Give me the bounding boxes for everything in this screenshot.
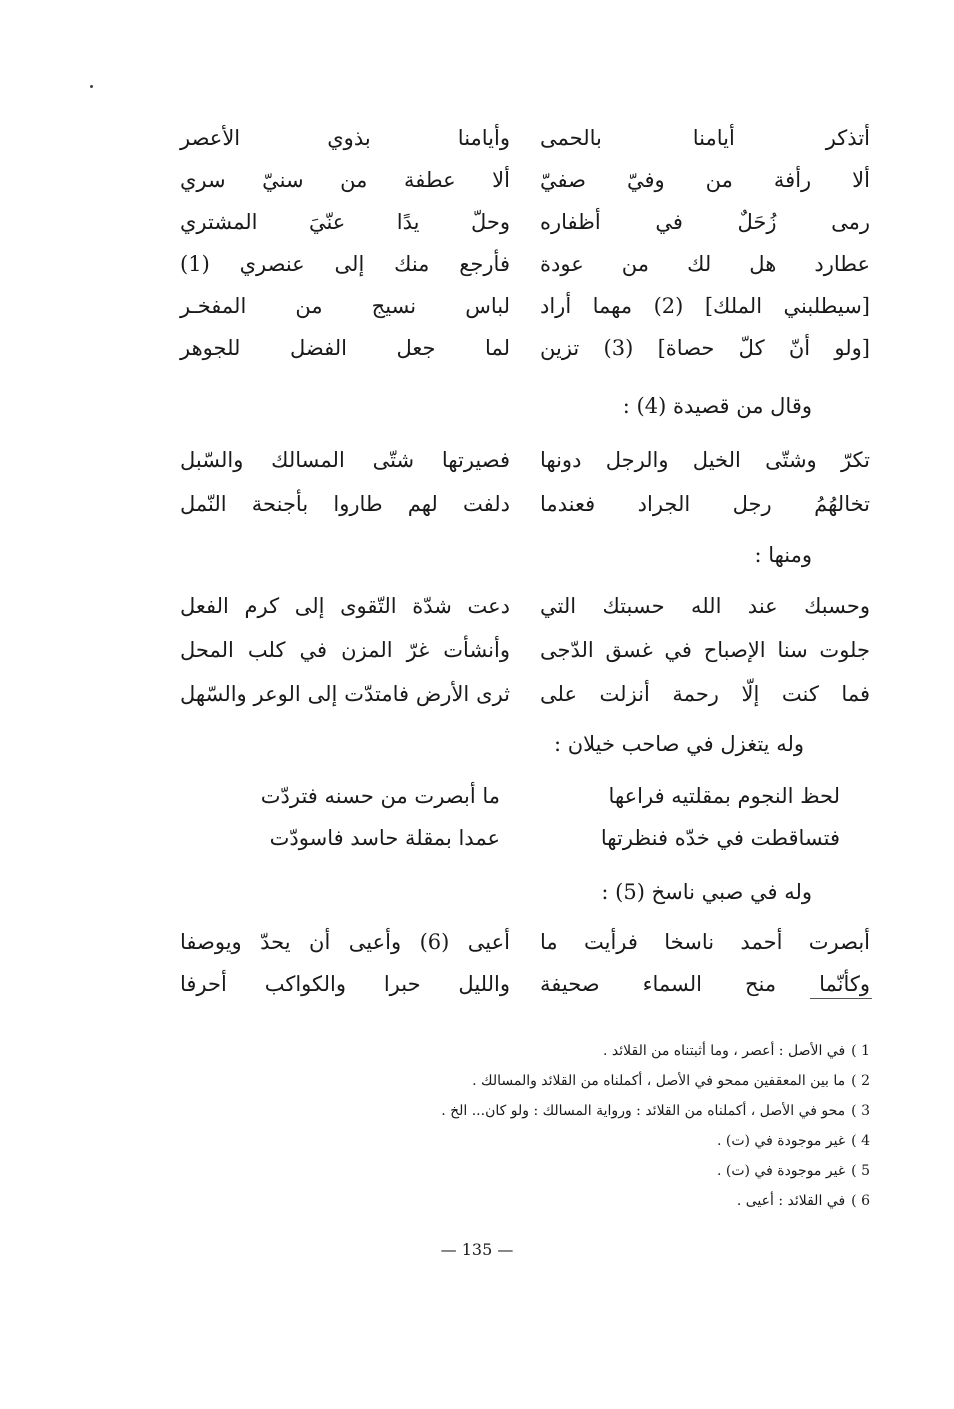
footnote-number: 3 ) xyxy=(851,1103,870,1119)
verse-line xyxy=(180,586,870,626)
footnote-number: 2 ) xyxy=(851,1073,870,1089)
second-hemistich: وحلّ يدًا عنّيَ المشتري xyxy=(180,210,510,234)
intro-line: ومنها : xyxy=(754,543,812,567)
first-hemistich: عطارد هل لك من عودة xyxy=(540,252,870,276)
first-hemistich: تخالهُمُ رجل الجراد فعندما xyxy=(540,492,870,516)
second-hemistich: لما جعل الفضل للجوهر xyxy=(180,336,510,360)
footnote-number: 5 ) xyxy=(851,1163,870,1179)
footnote-number: 6 ) xyxy=(851,1193,870,1209)
second-hemistich: ألا عطفة من سنيّ سري xyxy=(180,168,510,192)
verse-line xyxy=(180,440,870,480)
intro-line: وقال من قصيدة (4) : xyxy=(622,394,812,418)
verse-line xyxy=(180,776,870,816)
second-hemistich: أعيى (6) وأعيى أن يحدّ ويوصفا xyxy=(180,930,511,954)
second-hemistich: ما أبصرت من حسنه فتردّت xyxy=(260,784,500,808)
verse-line xyxy=(180,286,870,326)
verse-line xyxy=(180,160,870,200)
first-hemistich: تكرّ وشتّى الخيل والرجل دونها xyxy=(540,448,870,472)
verse-line xyxy=(180,244,870,284)
first-hemistich: وحسبك عند الله حسبتك التي xyxy=(540,594,870,618)
footnote-text: ما بين المعقفين ممحو في الأصل ، أكملناه من القلائد والمسالك . xyxy=(472,1073,846,1089)
footnote-text: محو في الأصل ، أكملناه من القلائد : ورواية المسالك : ولو كان... الخ . xyxy=(441,1103,846,1119)
footnote-number: 4 ) xyxy=(851,1133,870,1149)
first-hemistich: لحظ النجوم بمقلتيه فراعها xyxy=(608,784,840,808)
page-number: — 135 — xyxy=(440,1240,514,1259)
second-hemistich: وأيامنا بذوي الأعصر xyxy=(180,126,510,150)
second-hemistich: والليل حبرا والكواكب أحرفا xyxy=(180,972,510,996)
footnote-divider xyxy=(810,998,872,999)
first-hemistich: رمى زُحَلٌ في أظفاره xyxy=(540,210,870,234)
second-hemistich: وأنشأت غرّ المزن في كلب المحل xyxy=(180,638,510,662)
first-hemistich: فتساقطت في خدّه فنظرتها xyxy=(600,826,840,850)
first-hemistich: فما كنت إلّا رحمة أنزلت على xyxy=(540,682,870,706)
verse-line xyxy=(180,964,870,1004)
footnote-text: غير موجودة في (ت) . xyxy=(716,1133,846,1149)
intro-line: وله في صبي ناسخ (5) : xyxy=(601,880,812,904)
verse-line xyxy=(180,674,870,714)
second-hemistich: عمدا بمقلة حاسد فاسودّت xyxy=(269,826,500,850)
first-hemistich: وكأنّما منح السماء صحيفة xyxy=(540,972,870,996)
first-hemistich: جلوت سنا الإصباح في غسق الدّجى xyxy=(540,638,870,662)
verse-line xyxy=(180,818,870,858)
second-hemistich: فأرجع منك إلى عنصري (1) xyxy=(180,252,510,276)
first-hemistich: [ولو أنّ كلّ حصاة] (3) تزين xyxy=(540,336,870,360)
verse-line xyxy=(180,630,870,670)
second-hemistich: لباس نسيج من المفخـر xyxy=(180,294,510,318)
first-hemistich: أتذكر أيامنا بالحمى xyxy=(540,126,870,150)
second-hemistich: دلفت لهم طاروا بأجنحة النّمل xyxy=(180,492,510,516)
footnote xyxy=(441,1096,870,1126)
second-hemistich: دعت شدّة التّقوى إلى كرم الفعل xyxy=(180,594,510,618)
intro-line: وله يتغزل في صاحب خيلان : xyxy=(553,732,804,756)
footnote xyxy=(603,1036,870,1066)
verse-line xyxy=(180,922,870,962)
second-hemistich: ثرى الأرض فامتدّت إلى الوعر والسّهل xyxy=(180,682,510,706)
footnote-text: غير موجودة في (ت) . xyxy=(716,1163,846,1179)
footnote xyxy=(737,1186,870,1216)
footnote-number: 1 ) xyxy=(851,1043,870,1059)
second-hemistich: فصيرتها شتّى المسالك والسّبل xyxy=(180,448,510,472)
first-hemistich: [سيطلبني الملك] (2) مهما أراد xyxy=(540,294,870,318)
footnote xyxy=(472,1066,870,1096)
footnote xyxy=(717,1126,870,1156)
first-hemistich: أبصرت أحمد ناسخا فرأيت ما xyxy=(540,930,870,954)
scan-speck xyxy=(90,85,93,88)
first-hemistich: ألا رأفة من وفيّ صفيّ xyxy=(540,168,870,192)
verse-line xyxy=(180,484,870,524)
verse-line xyxy=(180,202,870,242)
footnote-text: في القلائد : أعيى . xyxy=(736,1193,846,1209)
footnote xyxy=(717,1156,870,1186)
verse-line xyxy=(180,118,870,158)
verse-line xyxy=(180,328,870,368)
footnote-text: في الأصل : أعصر ، وما أثبتناه من القلائد . xyxy=(603,1043,846,1059)
